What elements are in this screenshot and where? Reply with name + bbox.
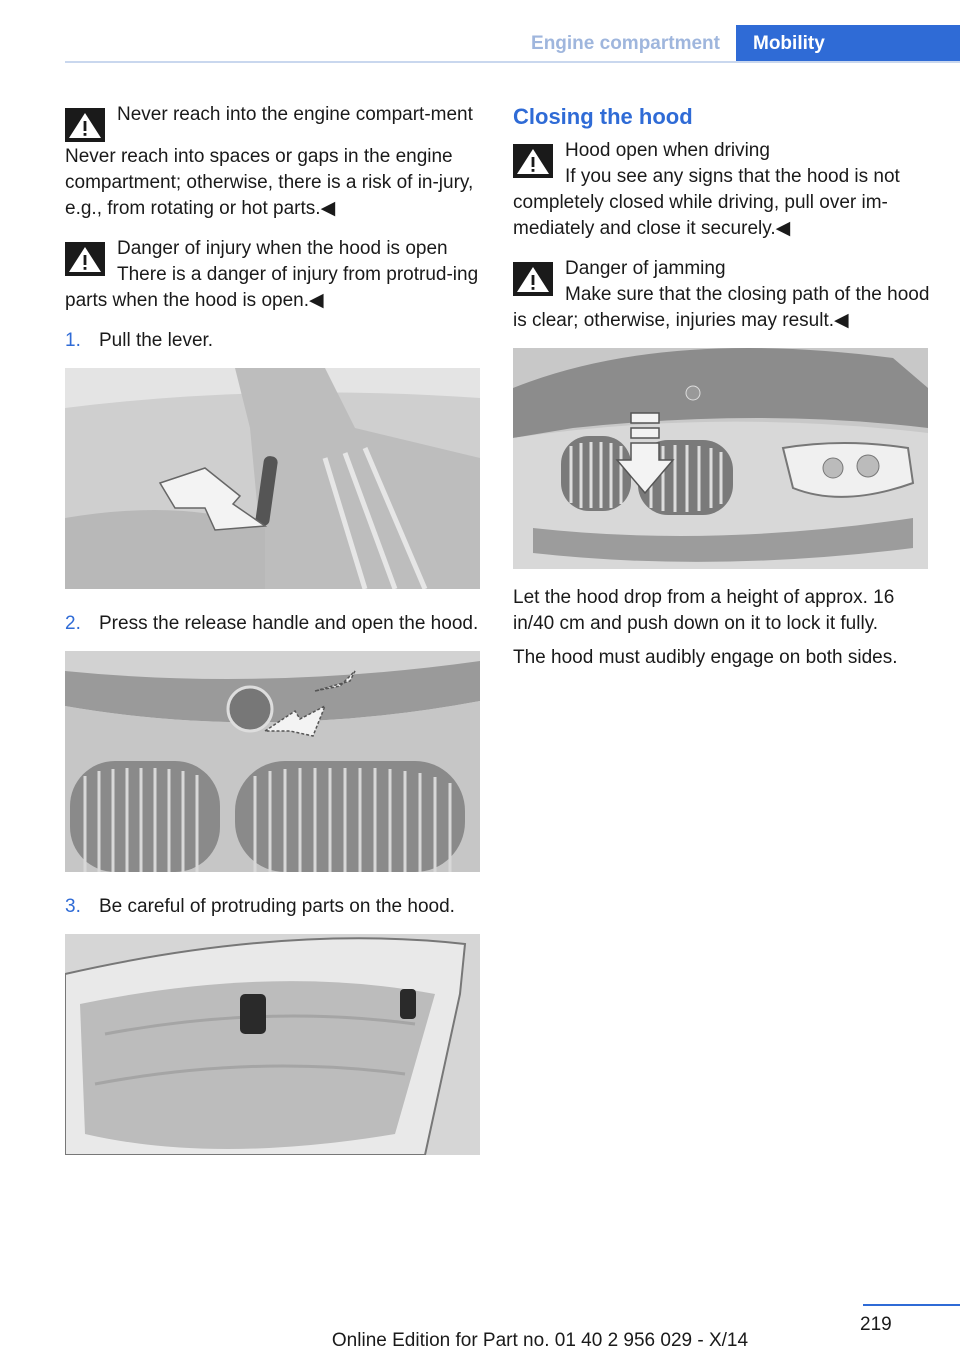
figure-hood-underside bbox=[65, 934, 480, 1155]
step-text: Be careful of protruding parts on the hood. bbox=[99, 896, 455, 917]
warning-engine-compartment bbox=[65, 102, 483, 222]
header-chapter-tab[interactable] bbox=[736, 25, 960, 62]
warning-jamming bbox=[513, 256, 931, 334]
warning-body: If you see any signs that the hood is not completely closed while driving, pull over im-mediately and close it securely.◀ bbox=[513, 166, 900, 239]
closing-instruction: Let the hood drop from a height of approx. 16 in/40 cm and push down on it to lock it fully. bbox=[513, 587, 895, 634]
step-number: 1. bbox=[65, 330, 81, 351]
warning-title: Danger of jamming bbox=[565, 258, 726, 279]
closing-note: The hood must audibly engage on both sides. bbox=[513, 647, 898, 668]
warning-title: Never reach into the engine compart-ment bbox=[117, 104, 473, 125]
warning-triangle-icon bbox=[513, 144, 553, 178]
figure-closing-hood bbox=[513, 348, 928, 569]
left-column bbox=[65, 102, 483, 1177]
warning-body: There is a danger of injury from protrud-ing parts when the hood is open.◀ bbox=[65, 264, 479, 311]
step-number: 3. bbox=[65, 896, 81, 917]
section-heading: Closing the hood bbox=[513, 104, 693, 129]
step-3 bbox=[65, 894, 483, 920]
warning-triangle-icon bbox=[65, 108, 105, 142]
warning-hood-driving bbox=[513, 138, 931, 242]
warning-triangle-icon bbox=[513, 262, 553, 296]
warning-title: Danger of injury when the hood is open bbox=[117, 238, 448, 259]
figure-release-handle bbox=[65, 651, 480, 872]
warning-title: Hood open when driving bbox=[565, 140, 770, 161]
edition-note: Online Edition for Part no. 01 40 2 956 029 - X/14 bbox=[331, 1330, 749, 1351]
step-text: Press the release handle and open the hood. bbox=[99, 613, 479, 634]
step-number: 2. bbox=[65, 613, 81, 634]
header-section-title: Engine compartment bbox=[531, 33, 720, 54]
right-column bbox=[513, 102, 931, 679]
warning-body: Never reach into spaces or gaps in the engine compartment; otherwise, there is a risk of in-jury, e.g., from rotating or hot parts.◀ bbox=[65, 146, 474, 219]
step-2 bbox=[65, 611, 483, 637]
step-1 bbox=[65, 328, 483, 354]
page-number: 219 bbox=[860, 1314, 892, 1335]
step-text: Pull the lever. bbox=[99, 330, 214, 351]
figure-lever bbox=[65, 368, 480, 589]
warning-body: Make sure that the closing path of the hood is clear; otherwise, injuries may result.◀ bbox=[513, 284, 930, 331]
warning-hood-open bbox=[65, 236, 483, 314]
header-chapter-label: Mobility bbox=[753, 33, 825, 54]
header-rule bbox=[65, 61, 960, 63]
footer-rule bbox=[863, 1304, 960, 1306]
warning-triangle-icon bbox=[65, 242, 105, 276]
